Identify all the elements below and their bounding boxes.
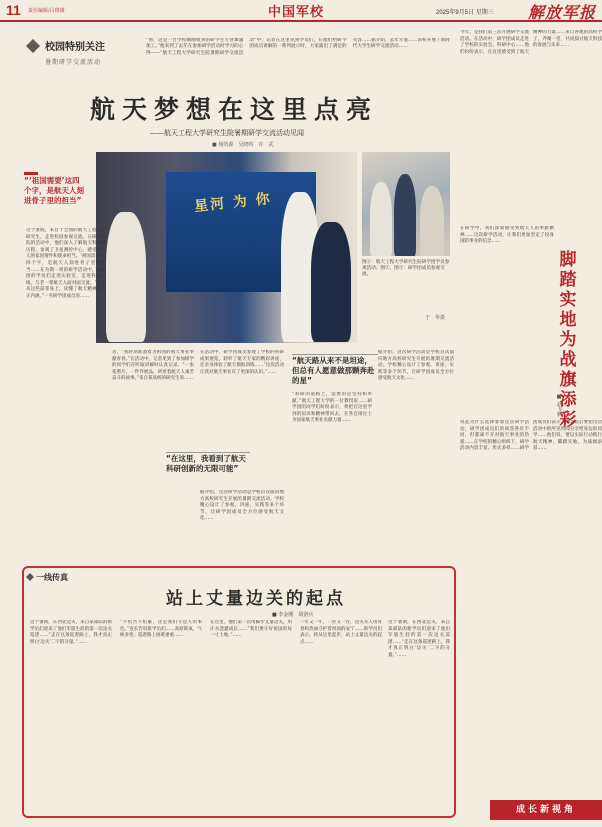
article-title: 航天梦想在这里点亮: [90, 95, 379, 124]
star-icon: [26, 39, 40, 53]
photo-wall-text: 星河 为 你: [193, 190, 273, 216]
photo-person: [370, 182, 392, 256]
pull-quote: “‘祖国需要’这四个字，是航天人刻进骨子里的担当”: [24, 176, 84, 205]
right-column-bottom: 说起为什么选择参加这次研学活动，研学团成员们的回答各有不同，但都离不开对航天事业的热爱……在学校的精心组织下，研学活动内容丰富、形式多样……研学团成员们表示，回去以后要把这次活动中的所见所闻分享给身边的同学……他们说，要以实际行动践行航天精神，脚踏实地，为战旗添彩……: [460, 420, 602, 452]
page-number: 11: [6, 2, 21, 18]
boxed-text-4: 一年又一年，一茬又一茬，边关军人用青春和热血守护着祖国的安宁……新学员们表示，将从这里起步，站上丈量边关的起点……: [300, 620, 382, 645]
article-subtitle: ——航天工程大学研究生院暑期研学交流活动见闻: [150, 129, 304, 137]
newspaper-masthead: 解放军报: [528, 3, 597, 22]
right-article-title: 脚踏实地为战旗添彩: [559, 250, 577, 430]
photo-person: [311, 222, 351, 342]
column-subtitle: 暑期研学交流活动: [45, 59, 102, 66]
boxed-text-5: 这个暑期，在西北边关，来自某部队的新学员们迎来了他们军旅生涯的第一次边关巡逻……“走在这条巡逻路上，我才真正明白‘边关’二字的分量。”……: [388, 620, 450, 658]
left-column-body: 这个暑假，来自于全国的航天工程大学研究生，走进校园参观交流。在研究生院的活动中，他们深入了解航天科研的历程，参观了卫星测控中心，感受航天人的家国情怀和使命担当。‘祖国需要’这四个字，是航天人刻进骨子里的担当……在为期一周的研学活动中，研学团的学员们走进实验室、走进科研一线，与老一辈航天人面对面交流。“我们从这些前辈身上，读懂了航天精神的真正内涵。”一名研学团成员说……: [26, 228, 106, 299]
body-column-1: 者，“我时刻准备着为祖国的航天事业奉献青春。”在活动中，记者见到了参加研学的同学们在听取讲解时认真记录。“一张张照片、一件件展品，讲述着航天人艰苦奋斗的故事。”来自某高校的研究生说……: [112, 350, 194, 382]
boxed-column-name: 一线传真: [36, 573, 68, 582]
boxed-article-title: 站上丈量边关的起点: [166, 589, 346, 609]
boxed-article-byline: ■ 李金刚 胡洛兵: [272, 612, 314, 618]
section-name: 中国军校: [268, 5, 325, 20]
intro-text: “看，这是一台学校刚刚收到的研学生专业课题加工。”他来到了去年在参加研学活动时学习的心得——“航天工程大学研究生院暑期研学交流活动”中，记者在这里见到学员们，在他们给研学团成员讲解的一系列展示时，大家露出了满足的笑容……据介绍，去年年底……该校开展了新时代大学生研学交流活动……: [146, 38, 450, 56]
editor-credit: 责任编辑/吕将雄: [28, 8, 65, 14]
right-article-author: ■ 赵飞帆: [556, 394, 562, 417]
boxed-text-1: 这个暑期，在西北边关，来自某部队的新学员们迎来了他们军旅生涯的第一次边关巡逻……“走在这条巡逻路上，我才真正明白‘边关’二字的分量。”……: [30, 620, 112, 645]
issue-date: 2025年9月5日 星期三: [436, 10, 494, 16]
photo-credit: 于 华摄: [425, 315, 446, 321]
photo-person: [106, 212, 146, 342]
body-column-2: 在活动中，研学团成员参观了学校的科研成果展览，聆听了航天专家的精彩讲座，还亲身体验了航天模拟训练……“这次活动让我对航天事业有了更深的认识。”……: [200, 350, 284, 375]
right-column-middle: 在研学中，我们深刻感受到航天人的奉献精神……这次研学活动，让我们更加坚定了投身国防事业的信念……: [460, 226, 554, 245]
body-column-3: 据介绍，这次研学活动是学校首次面向地方高校研究生开展的暑期交流活动。学校精心设计了参观、讲座、实践等多个环节，让研学团成员全方位感受航天文化……: [200, 490, 284, 522]
quote-rule: [166, 452, 250, 453]
main-photo: [96, 152, 357, 343]
right-column-top: 今年，是我们第三次开展研学交流活动。在活动中，研学团成员走进了学校的实验室、科研中心……他们纷纷表示，在这里感受到了航天精神的力量……来自各地的高校学子，齐聚一堂，共同探讨航天科技的发展与未来……: [460, 30, 602, 55]
section-tag: 成长新视角: [490, 800, 602, 820]
quote-mark: [24, 172, 38, 175]
article-byline: ■ 杨凯源 吴晓鸣 许 武: [212, 142, 274, 148]
pull-quote-2: “航天路从来不是坦途，但总有人愿意做那颗奔赴的星”: [292, 356, 375, 385]
boxed-text-3: 在这里，他们第一次用脚步丈量边关，用汗水浇灌成长……“我们要守好祖国的每一寸土地。”……: [210, 620, 292, 639]
pull-quote-3: “在这里，我看到了航天科研创新的无限可能”: [166, 454, 246, 473]
side-photo: [362, 152, 450, 256]
left-column-text: [26, 228, 106, 558]
body-column-5: 据介绍，这次研学活动是学校首次面向地方高校研究生开展的暑期交流活动。学校精心设计了参观、讲座、实践等多个环节，让研学团成员全方位感受航天文化……: [378, 350, 454, 382]
quote-rule: [292, 354, 378, 355]
column-name: 校园特别关注: [45, 42, 105, 53]
photo-caption: 图①：航天工程大学研究生院研学团学员参观活动。图②、图③：研学团成员参观交流。: [362, 260, 450, 277]
photo-person: [394, 174, 416, 256]
photo-person: [420, 186, 444, 256]
boxed-text-2: “不怕苦不怕累，这是我们守边人的本色。”连长告诉新学员们……高原缺氧，气候多变，巡逻路上困难重重……: [120, 620, 202, 639]
body-column-4: “科研的道路上，需要的是坚持和奉献。”航天工程大学的一位教授说……研学团的同学们纷纷表示，将把在这里学到的知识和精神带回去，在各自岗位上为国家航天事业贡献力量……: [292, 392, 372, 424]
